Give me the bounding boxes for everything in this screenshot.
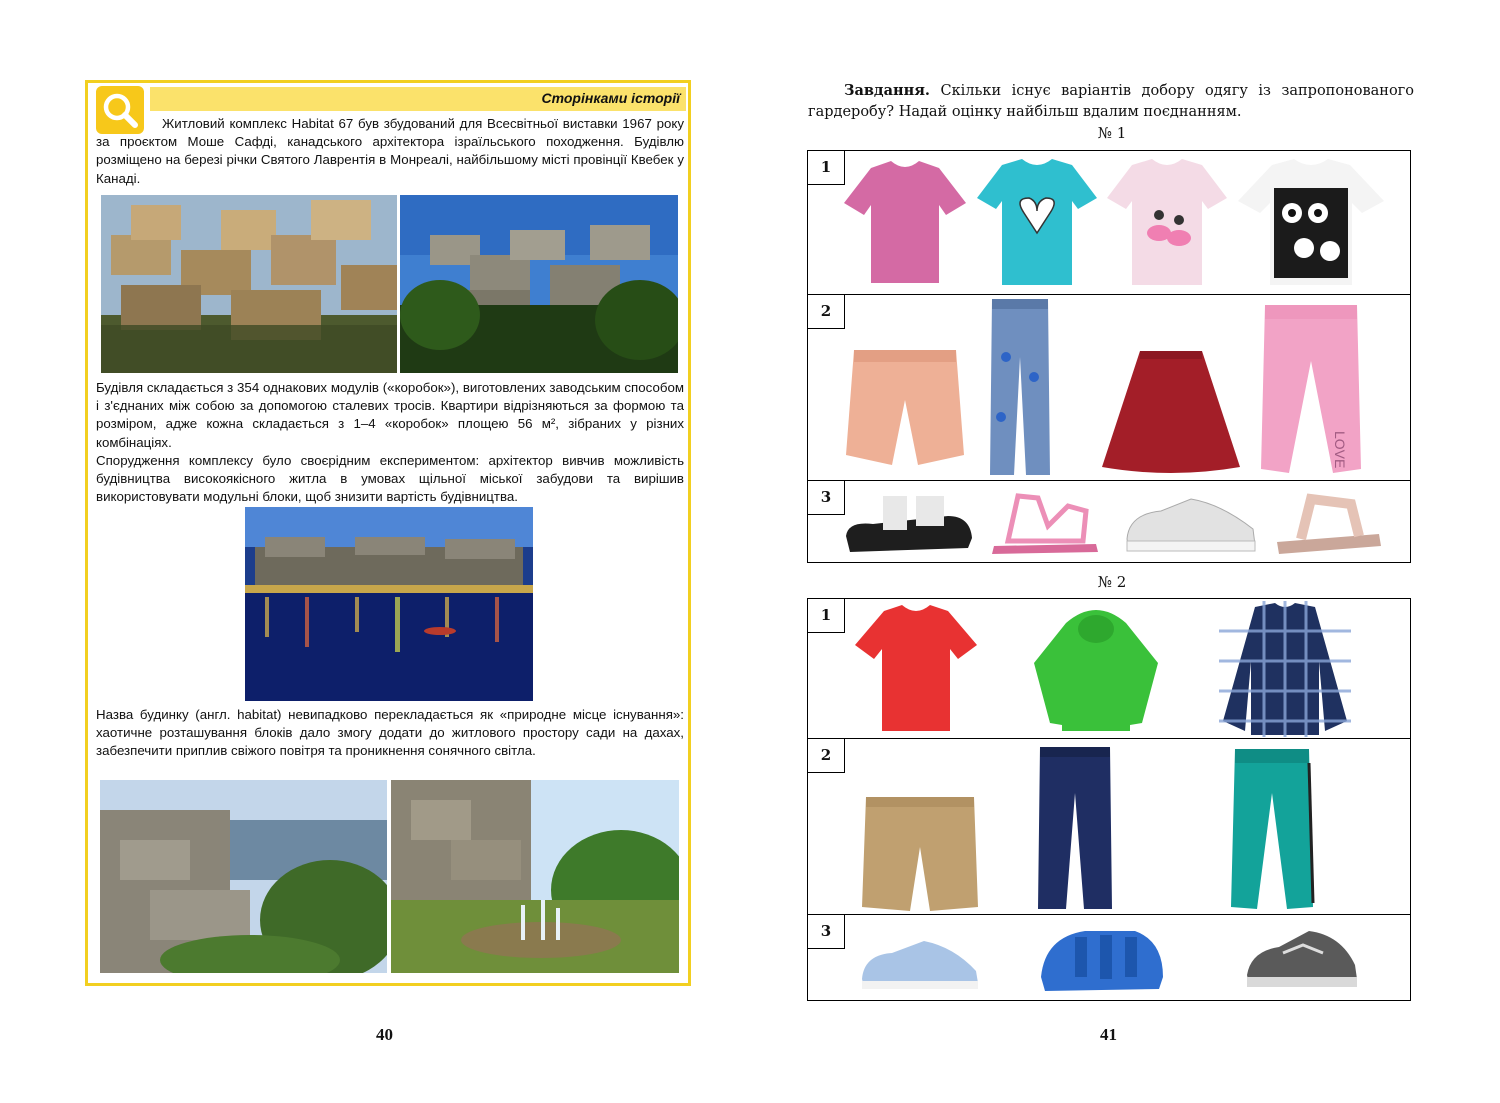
- svg-text:LOVE: LOVE: [1332, 431, 1348, 469]
- page-number-right: 41: [1100, 1025, 1117, 1044]
- history-paragraph-1: Житловий комплекс Habitat 67 був збудований для Всесвітньої виставки 1967 року за проєктом Моше Сафді, канадського архітектора ізраїльського походження. Будівлю розміщено на березі річки Святого Лаврентія в Монреалі, найбільшому місті провінції Квебек у Канаді.: [96, 116, 684, 186]
- pink-sandal-icon: [988, 486, 1102, 560]
- history-header: [150, 87, 686, 111]
- navy-pants-icon: [1034, 743, 1116, 913]
- set-1-title: № 1: [1097, 124, 1127, 142]
- red-skirt-icon: [1100, 347, 1242, 477]
- blue-sandal-icon: [1035, 917, 1167, 999]
- habitat-terrace-photo: [100, 780, 387, 973]
- task-text: [808, 80, 1414, 123]
- habitat-photo-2: [400, 195, 678, 373]
- set-1-row-tops: [808, 151, 1410, 294]
- ballerina-tshirt-icon: [1104, 153, 1230, 291]
- row-number: 1: [808, 599, 845, 633]
- row-number: 2: [808, 739, 845, 773]
- teal-joggers-icon: [1227, 743, 1317, 913]
- set-2-row-tops: [808, 599, 1410, 738]
- row-number: 1: [808, 151, 845, 185]
- cats-tshirt-icon: [1234, 153, 1388, 291]
- page-number-left: 40: [376, 1025, 393, 1044]
- green-hoodie-icon: [1030, 603, 1162, 735]
- history-paragraph-2: Будівля складається з 354 однакових модулів («коробок»), виготовлених заводським способом і з'єднаних між собою за допомогою сталевих тросів. Квартири відрізняються за формою та розміром, адже кожна складається з 1–4 «коробок» площею 56 м², зібраних у різних комбінаціях.: [96, 380, 684, 450]
- set-2-row-shoes: [808, 914, 1410, 1000]
- wardrobe-set-1: [807, 150, 1411, 563]
- set-2-title: № 2: [1097, 573, 1127, 591]
- black-white-sandal-icon: [838, 486, 976, 560]
- history-box: [85, 80, 691, 986]
- red-tshirt-icon: [852, 603, 980, 735]
- history-title: Сторінками історії: [541, 90, 680, 106]
- history-paragraph-3: Спорудження комплексу було своєрідним експериментом: архітектор вивчив можливість будівництва високоякісного житла в умовах щільної міської забудови та вирішив використовувати модульні блоки, щоб знизити вартість будівництва.: [96, 453, 684, 505]
- blue-jeans-icon: [986, 297, 1054, 479]
- set-1-row-bottoms: [808, 294, 1410, 480]
- habitat-night-photo: [245, 507, 533, 701]
- history-paragraph-4: Назва будинку (англ. habitat) невипадково перекладається як «природне місце існування»: хаотичне розташування блоків дало змогу додати до житлового простору сади на дахах, забезпечити приплив свіжого повітря та проникнення сонячного світла.: [96, 707, 684, 759]
- habitat-fountain-photo: [391, 780, 679, 973]
- peach-shorts-icon: [844, 345, 966, 475]
- light-blue-sneaker-icon: [858, 933, 980, 999]
- wardrobe-set-2: [807, 598, 1411, 1001]
- pink-tshirt-icon: [841, 153, 969, 291]
- row-number: 3: [808, 915, 845, 949]
- plaid-shirt-icon: [1219, 601, 1351, 737]
- row-number: 3: [808, 481, 845, 515]
- set-2-row-bottoms: [808, 738, 1410, 914]
- pink-joggers-icon: [1255, 301, 1367, 479]
- habitat-photo-1: [101, 195, 397, 373]
- task-body: Скільки існує варіантів добору одягу із запропонованого гардеробу? Надай оцінку найбільш вдалим поєднанням.: [808, 83, 1414, 120]
- row-number: 2: [808, 295, 845, 329]
- set-1-row-shoes: [808, 480, 1410, 562]
- task-label: Завдання.: [844, 82, 930, 99]
- beige-sandal-icon: [1271, 484, 1385, 560]
- turquoise-heart-tshirt-icon: [974, 153, 1100, 291]
- white-sneaker-icon: [1121, 489, 1259, 559]
- khaki-shorts-icon: [860, 793, 980, 913]
- gray-sneaker-icon: [1243, 923, 1359, 999]
